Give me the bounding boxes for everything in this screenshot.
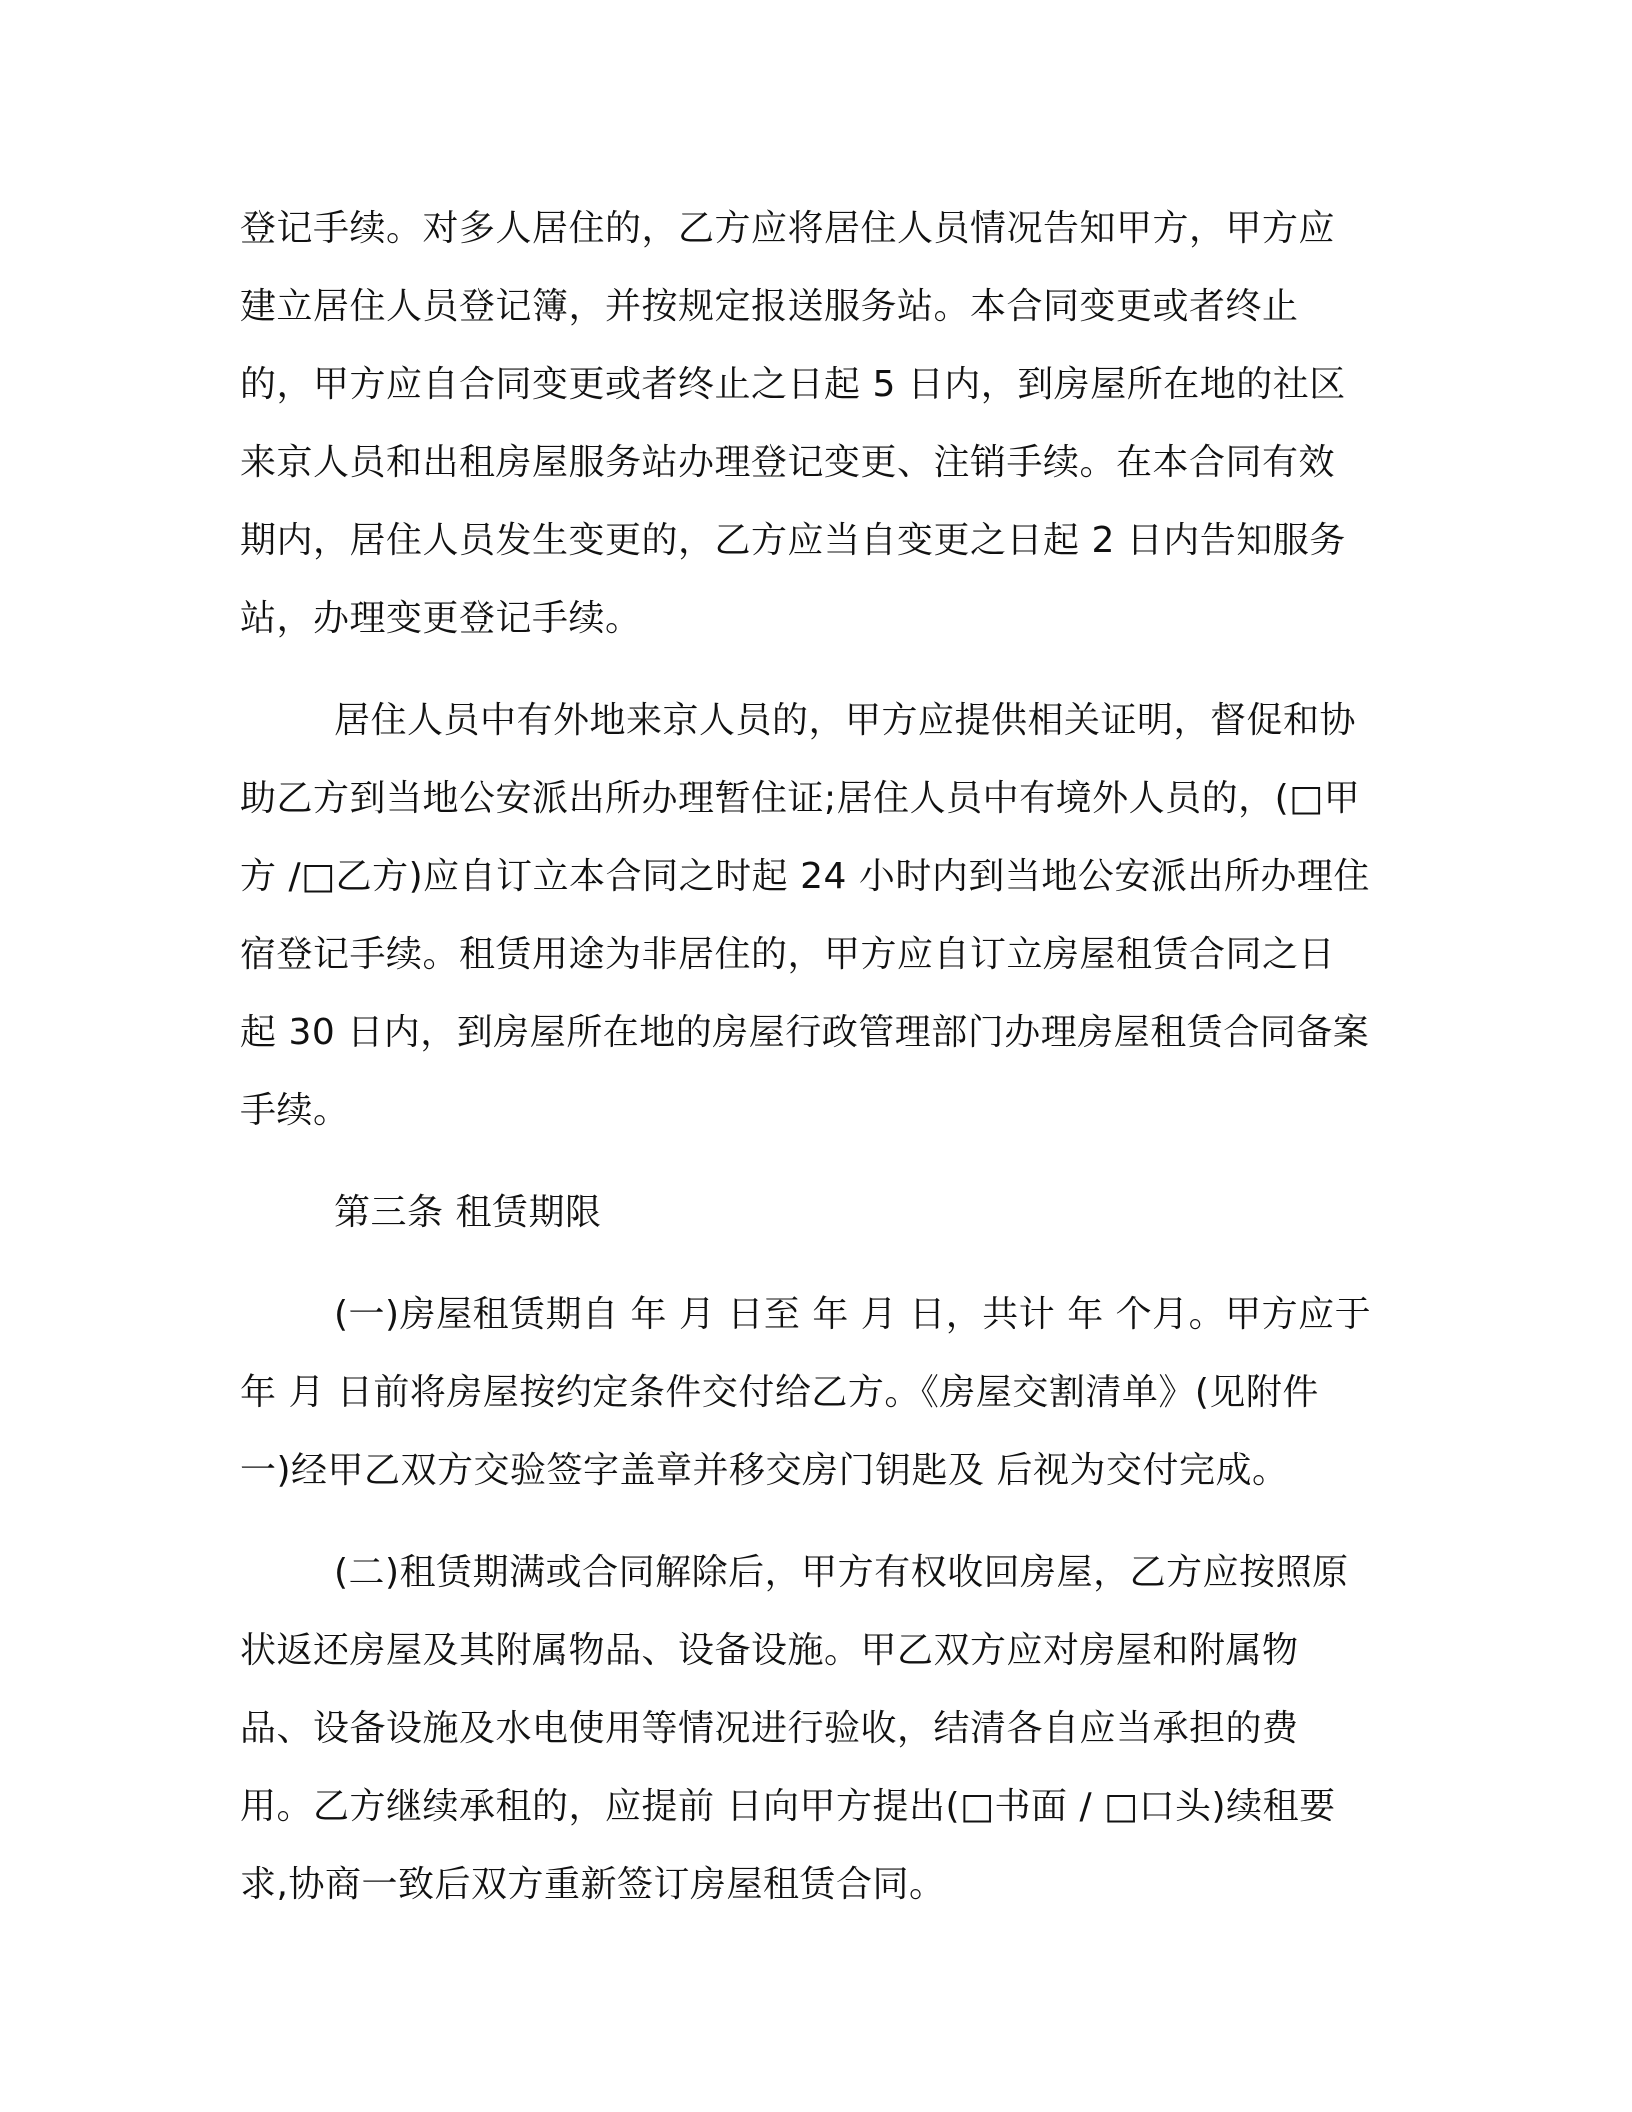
- text-line: 居住人员中有外地来京人员的，甲方应提供相关证明，督促和协: [334, 700, 1357, 741]
- text-line: 期内，居住人员发生变更的，乙方应当自变更之日起 2 日内告知服务: [240, 520, 1346, 561]
- text-line: 方 /□乙方)应自订立本合同之时起 24 小时内到当地公安派出所办理住: [240, 856, 1370, 897]
- text-line: 状返还房屋及其附属物品、设备设施。甲乙双方应对房屋和附属物: [240, 1630, 1299, 1671]
- text-line: 求,协商一致后双方重新签订房屋租赁合同。: [240, 1864, 946, 1905]
- text-line: 用。乙方继续承租的，应提前 日向甲方提出(□书面 / □口头)续租要: [240, 1786, 1336, 1827]
- text-line: (一)房屋租赁期自 年 月 日至 年 月 日，共计 年 个月。甲方应于: [334, 1294, 1372, 1335]
- text-line: 站，办理变更登记手续。: [240, 598, 642, 639]
- text-line: 手续。: [240, 1090, 350, 1131]
- text-line: 品、设备设施及水电使用等情况进行验收，结清各自应当承担的费: [240, 1708, 1299, 1749]
- section-title: 第三条 租赁期限: [334, 1192, 602, 1233]
- text-line: 年 月 日前将房屋按约定条件交付给乙方。《房屋交割清单》(见附件: [240, 1372, 1319, 1413]
- text-line: 登记手续。对多人居住的，乙方应将居住人员情况告知甲方，甲方应: [240, 208, 1336, 249]
- paragraph-residents: [240, 682, 1390, 1150]
- document-page: [240, 190, 1390, 1948]
- paragraph-lease-expiry: [240, 1534, 1390, 1924]
- text-line: 来京人员和出租房屋服务站办理登记变更、注销手续。在本合同有效: [240, 442, 1336, 483]
- text-line: 宿登记手续。租赁用途为非居住的，甲方应自订立房屋租赁合同之日: [240, 934, 1336, 975]
- text-line: (二)租赁期满或合同解除后，甲方有权收回房屋，乙方应按照原: [334, 1552, 1349, 1593]
- text-line: 起 30 日内，到房屋所在地的房屋行政管理部门办理房屋租赁合同备案: [240, 1012, 1370, 1053]
- text-line: 建立居住人员登记簿，并按规定报送服务站。本合同变更或者终止: [240, 286, 1299, 327]
- text-line: 的，甲方应自合同变更或者终止之日起 5 日内，到房屋所在地的社区: [240, 364, 1346, 405]
- paragraph-registration: [240, 190, 1390, 658]
- text-line: 一)经甲乙双方交验签字盖章并移交房门钥匙及 后视为交付完成。: [240, 1450, 1289, 1491]
- section-heading-lease-term: [240, 1174, 1390, 1252]
- text-line: 助乙方到当地公安派出所办理暂住证;居住人员中有境外人员的，(□甲: [240, 778, 1361, 819]
- paragraph-lease-period: [240, 1276, 1390, 1510]
